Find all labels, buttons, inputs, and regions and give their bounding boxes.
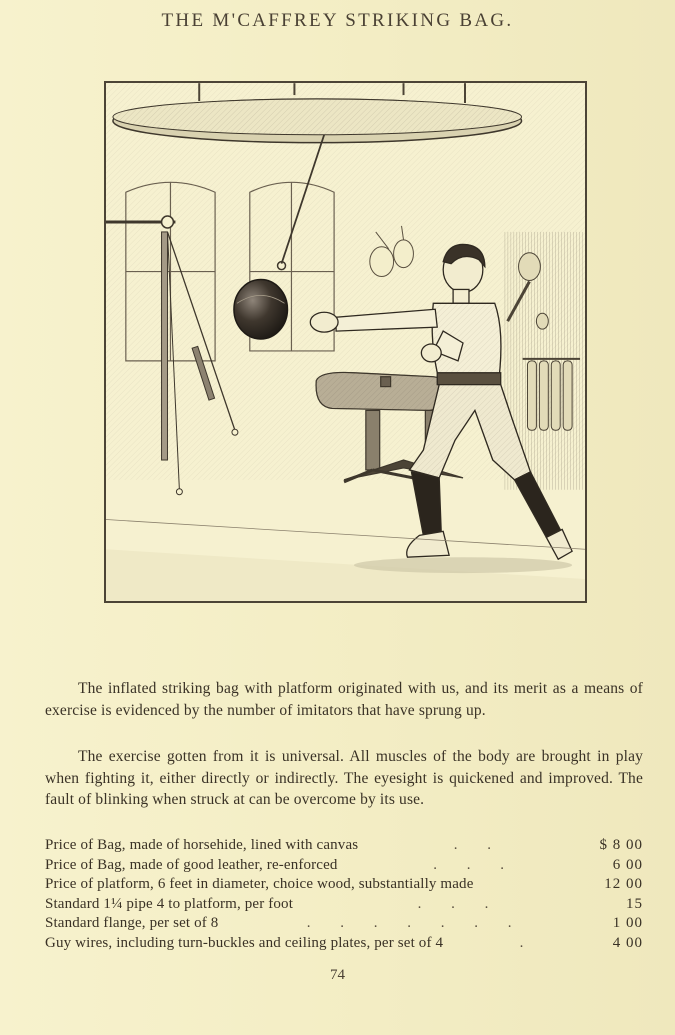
price-leader-dots: . . xyxy=(453,837,504,853)
price-row xyxy=(45,914,643,934)
engraving-drawing xyxy=(106,83,585,601)
striking-bag-illustration xyxy=(104,81,587,603)
price-description: Price of platform, 6 feet in diameter, choice wood, substantially made xyxy=(45,876,474,893)
paragraph-text: The inflated striking bag with platform originated with us, and its merit as a means of exercise is evidenced by the number of imitators that have sprung up. xyxy=(45,680,643,719)
price-amount: 6 00 xyxy=(612,856,643,873)
paragraph-text: The exercise gotten from it is universal. All muscles of the body are brought in play when fighting it, either directly or indirectly. The eyesight is quickened and improved. The fault of blinking when struck at can be overcome by its use. xyxy=(45,748,643,808)
page-number: 74 xyxy=(330,967,345,983)
price-description: Standard flange, per set of 8 xyxy=(45,915,219,932)
price-description: Price of Bag, made of good leather, re-enforced xyxy=(45,856,338,873)
price-description: Price of Bag, made of horsehide, lined with canvas xyxy=(45,837,359,853)
price-leader-dots: . . . xyxy=(433,856,518,873)
description-paragraph-1 xyxy=(45,678,643,721)
price-description: Standard 1¼ pipe 4 to platform, per foot xyxy=(45,895,294,912)
page-title: THE M'CAFFREY STRIKING BAG. xyxy=(161,10,514,31)
price-row xyxy=(45,836,643,856)
price-leader-dots: . xyxy=(519,934,537,951)
price-amount: 15 xyxy=(626,895,643,912)
price-row xyxy=(45,875,643,895)
price-leader-dots: . . . xyxy=(417,895,502,912)
price-list xyxy=(45,836,643,954)
price-amount: 4 00 xyxy=(612,934,643,951)
price-row xyxy=(45,895,643,915)
price-amount: 1 00 xyxy=(612,915,643,932)
price-leader-dots: . . . . . . . xyxy=(306,915,525,932)
price-row xyxy=(45,934,643,954)
price-amount: $ 8 00 xyxy=(599,837,643,853)
platform-disc xyxy=(113,99,522,143)
price-row xyxy=(45,856,643,876)
price-amount: 12 00 xyxy=(604,876,643,893)
description-paragraph-2 xyxy=(45,746,643,811)
price-description: Guy wires, including turn-buckles and ceiling plates, per set of 4 xyxy=(45,934,444,951)
